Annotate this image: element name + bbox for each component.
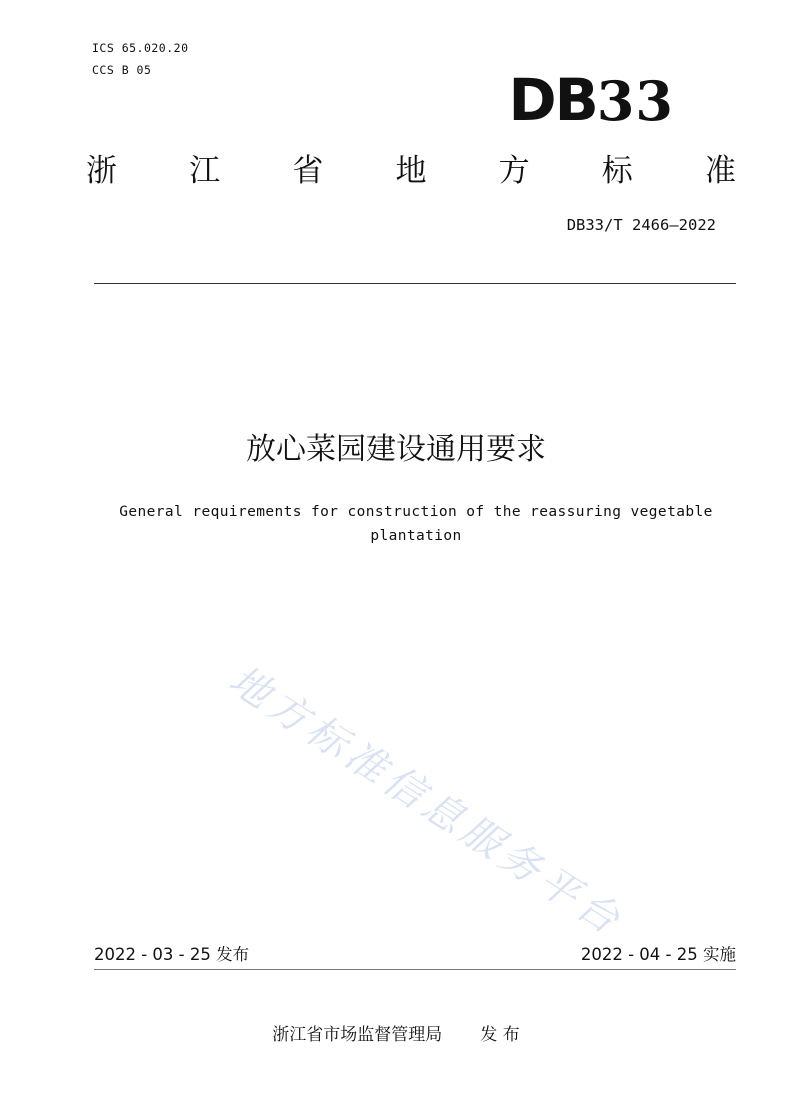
issue-date: 2022 - 03 - 25 发布	[94, 945, 250, 964]
ics-code: ICS 65.020.20	[92, 41, 189, 55]
standard-type-char: 方	[498, 153, 530, 189]
logo-number: 33	[596, 69, 674, 133]
standard-code: DB33/T 2466—2022	[566, 216, 716, 234]
standard-type-char: 标	[601, 153, 633, 189]
standard-type-char: 地	[395, 153, 427, 189]
standard-type-char: 浙	[86, 153, 117, 189]
publisher-line	[0, 1023, 792, 1047]
standard-type-heading	[86, 148, 736, 194]
ccs-code: CCS B 05	[92, 63, 152, 77]
document-title-chinese: 放心菜园建设通用要求	[246, 432, 546, 467]
publisher-action: 发 布	[480, 1025, 520, 1045]
db33-logo	[508, 66, 674, 134]
standard-type-char: 准	[704, 153, 736, 189]
standard-type-char: 省	[292, 153, 324, 189]
watermark: 地方标准信息服务平台	[220, 656, 632, 946]
logo-prefix: DB	[508, 66, 597, 134]
publisher-name: 浙江省市场监督管理局	[272, 1025, 443, 1045]
implementation-date: 2022 - 04 - 25 实施	[580, 945, 736, 964]
standard-type-char: 江	[189, 153, 221, 189]
footer-divider	[94, 969, 736, 970]
header-divider	[94, 283, 736, 284]
document-title-english: General requirements for construction of the reassuring vegetable plantation	[119, 504, 713, 544]
